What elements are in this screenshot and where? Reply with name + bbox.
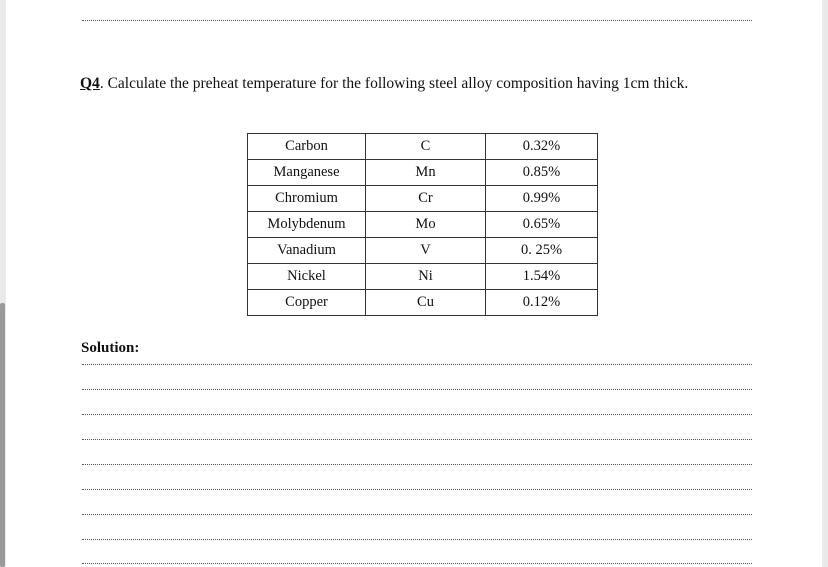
- element-percent: 0.12%: [486, 290, 598, 316]
- answer-line: [82, 563, 752, 564]
- element-name: Chromium: [248, 186, 366, 212]
- element-percent: 0.65%: [486, 212, 598, 238]
- alloy-composition-table: [247, 133, 598, 316]
- element-symbol: C: [366, 134, 486, 160]
- element-symbol: Ni: [366, 264, 486, 290]
- element-symbol: Mn: [366, 160, 486, 186]
- element-name: Manganese: [248, 160, 366, 186]
- table-row: [248, 186, 598, 212]
- element-name: Carbon: [248, 134, 366, 160]
- element-percent: 1.54%: [486, 264, 598, 290]
- question-number: Q4: [80, 75, 100, 92]
- element-symbol: Cu: [366, 290, 486, 316]
- element-percent: 0. 25%: [486, 238, 598, 264]
- element-percent: 0.99%: [486, 186, 598, 212]
- element-symbol: V: [366, 238, 486, 264]
- answer-line: [82, 539, 752, 540]
- element-name: Vanadium: [248, 238, 366, 264]
- element-name: Copper: [248, 290, 366, 316]
- table-row: [248, 134, 598, 160]
- table-row: [248, 160, 598, 186]
- answer-line: [82, 489, 752, 490]
- element-symbol: Mo: [366, 212, 486, 238]
- element-percent: 0.85%: [486, 160, 598, 186]
- answer-line: [82, 439, 752, 440]
- vertical-scrollbar[interactable]: [0, 303, 5, 567]
- answer-line: [82, 414, 752, 415]
- table-row: [248, 212, 598, 238]
- answer-line: [82, 464, 752, 465]
- question-body: . Calculate the preheat temperature for the following steel alloy composition having 1cm thick.: [99, 75, 689, 92]
- document-page: [6, 0, 822, 567]
- table-row: [248, 264, 598, 290]
- answer-line: [82, 389, 752, 390]
- element-name: Nickel: [248, 264, 366, 290]
- table-row: [248, 238, 598, 264]
- answer-line: [82, 20, 752, 21]
- question-text: [80, 75, 688, 93]
- element-percent: 0.32%: [486, 134, 598, 160]
- element-name: Molybdenum: [248, 212, 366, 238]
- table-row: [248, 290, 598, 316]
- answer-line: [82, 514, 752, 515]
- answer-line: [82, 364, 752, 365]
- element-symbol: Cr: [366, 186, 486, 212]
- solution-label: Solution:: [81, 340, 140, 356]
